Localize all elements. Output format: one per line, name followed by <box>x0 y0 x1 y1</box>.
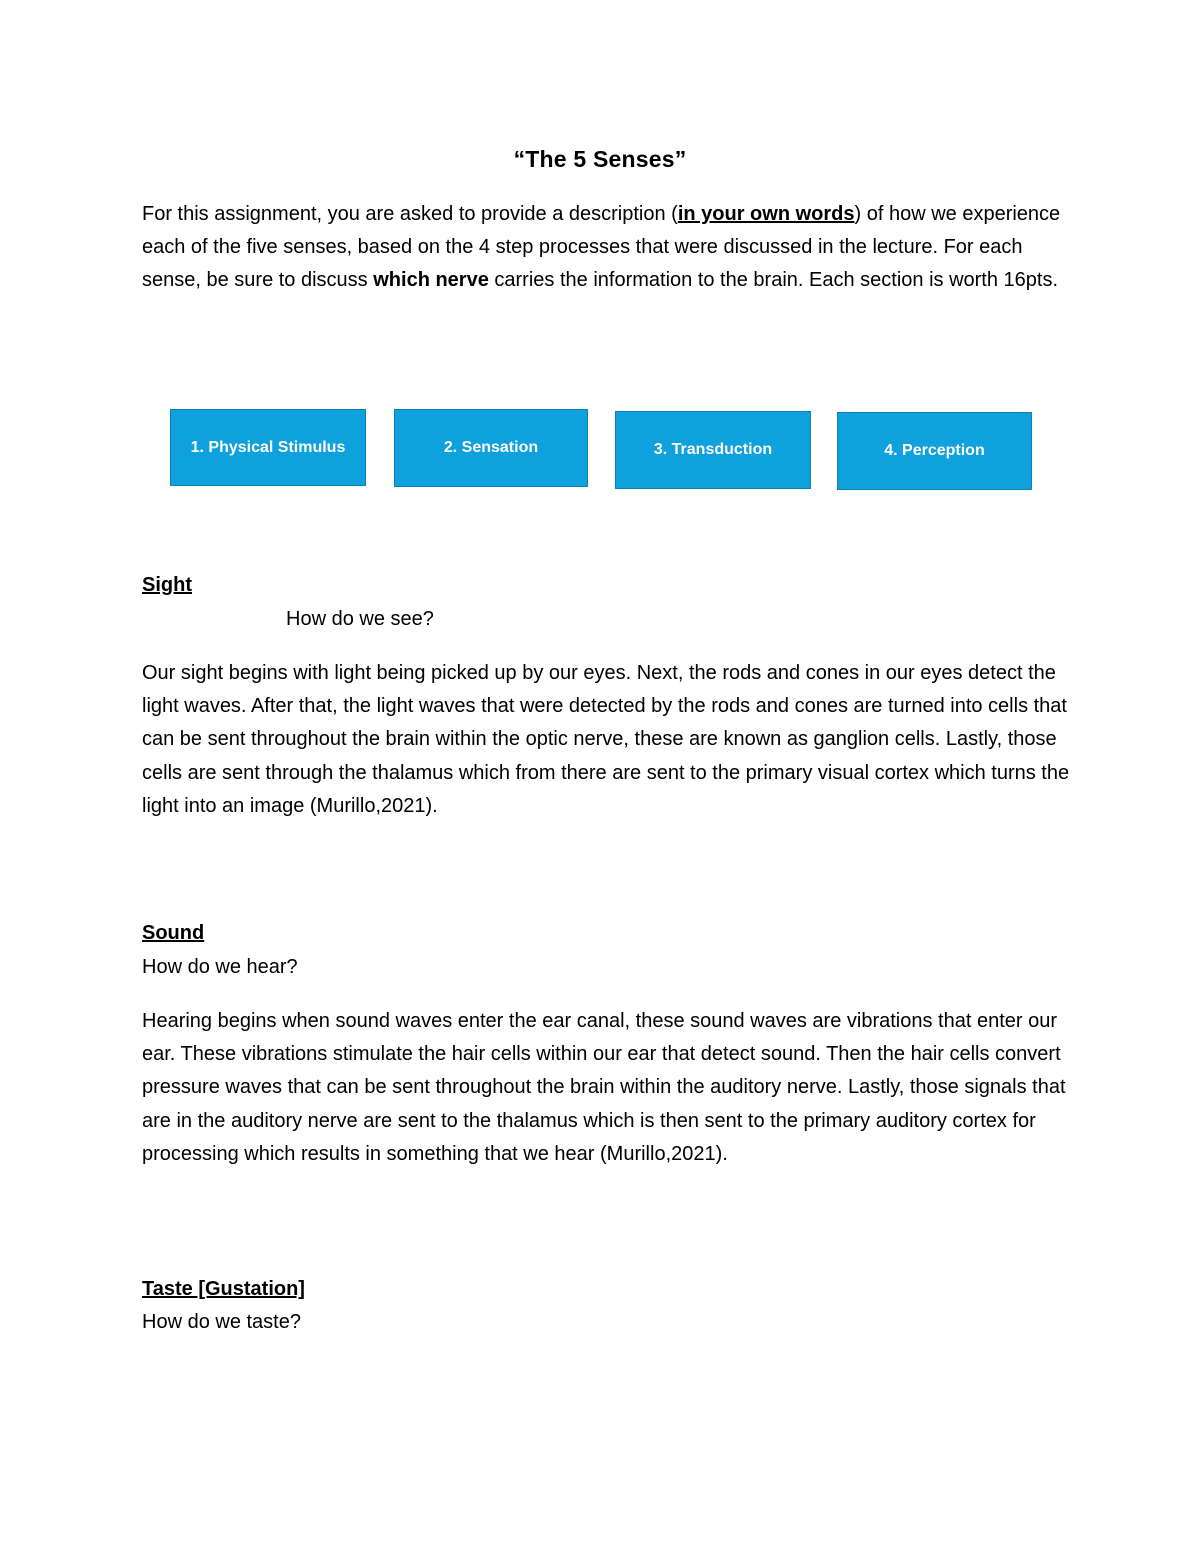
section-heading-sound: Sound <box>142 922 205 944</box>
document-title: “The 5 Senses” <box>513 146 687 172</box>
section-question-sight: How do we see? <box>286 608 434 630</box>
answer-text: Our sight begins with light being picked up by our eyes. Next, the rods and cones in our eyes detect the light waves. After that, the light waves that were detected by the rods and cones are turned into cells that can be sent throughout the brain within the optic nerve, these are known as ganglion cells. Lastly, those cells are sent through the thalamus which from there are sent to the primary visual cortex which turns the light into an image (Murillo,2021). <box>142 662 1070 817</box>
intro-emphasis-bold: which nerve <box>373 269 489 292</box>
step-label: 1. Physical Stimulus <box>190 438 346 456</box>
step-label: 2. Sensation <box>443 439 539 456</box>
answer-text: Hearing begins when sound waves enter the ear canal, these sound waves are vibrations that enter our ear. These vibrations stimulate the hair cells within our ear that detect sound. Then the hair cells convert pressure waves that can be sent throughout the brain within the auditory nerve. Lastly, those signals that are in the auditory nerve are sent to the thalamus which is then sent to the primary auditory cortex for processing which results in something that we hear (Murillo,2021). <box>142 1010 1066 1165</box>
intro-text-part1: For this assignment, you are asked to provide a description ( <box>142 203 678 225</box>
section-heading-sight: Sight <box>142 574 192 596</box>
intro-text-part3: carries the information to the brain. Each section is worth 16pts. <box>488 269 1059 292</box>
section-heading-taste: Taste [Gustation] <box>142 1278 305 1300</box>
step-box-transduction <box>615 411 811 489</box>
section-answer-sound <box>142 1005 1072 1171</box>
section-question-taste: How do we taste? <box>142 1311 301 1333</box>
section-answer-sight <box>142 657 1072 823</box>
step-box-sensation <box>394 409 588 487</box>
step-label: 3. Transduction <box>653 441 773 458</box>
step-label: 4. Perception <box>884 442 985 459</box>
intro-emphasis-underlined: in your own words <box>677 203 855 225</box>
step-box-perception <box>837 412 1032 490</box>
section-question-sound: How do we hear? <box>142 956 298 978</box>
intro-text-part2: ) of how we experience each of the five senses, based on the 4 step processes that were discussed in the lecture. For each sense, be sure to discuss <box>142 203 1061 292</box>
step-box-physical-stimulus <box>170 409 366 486</box>
assignment-instructions <box>142 198 1072 298</box>
